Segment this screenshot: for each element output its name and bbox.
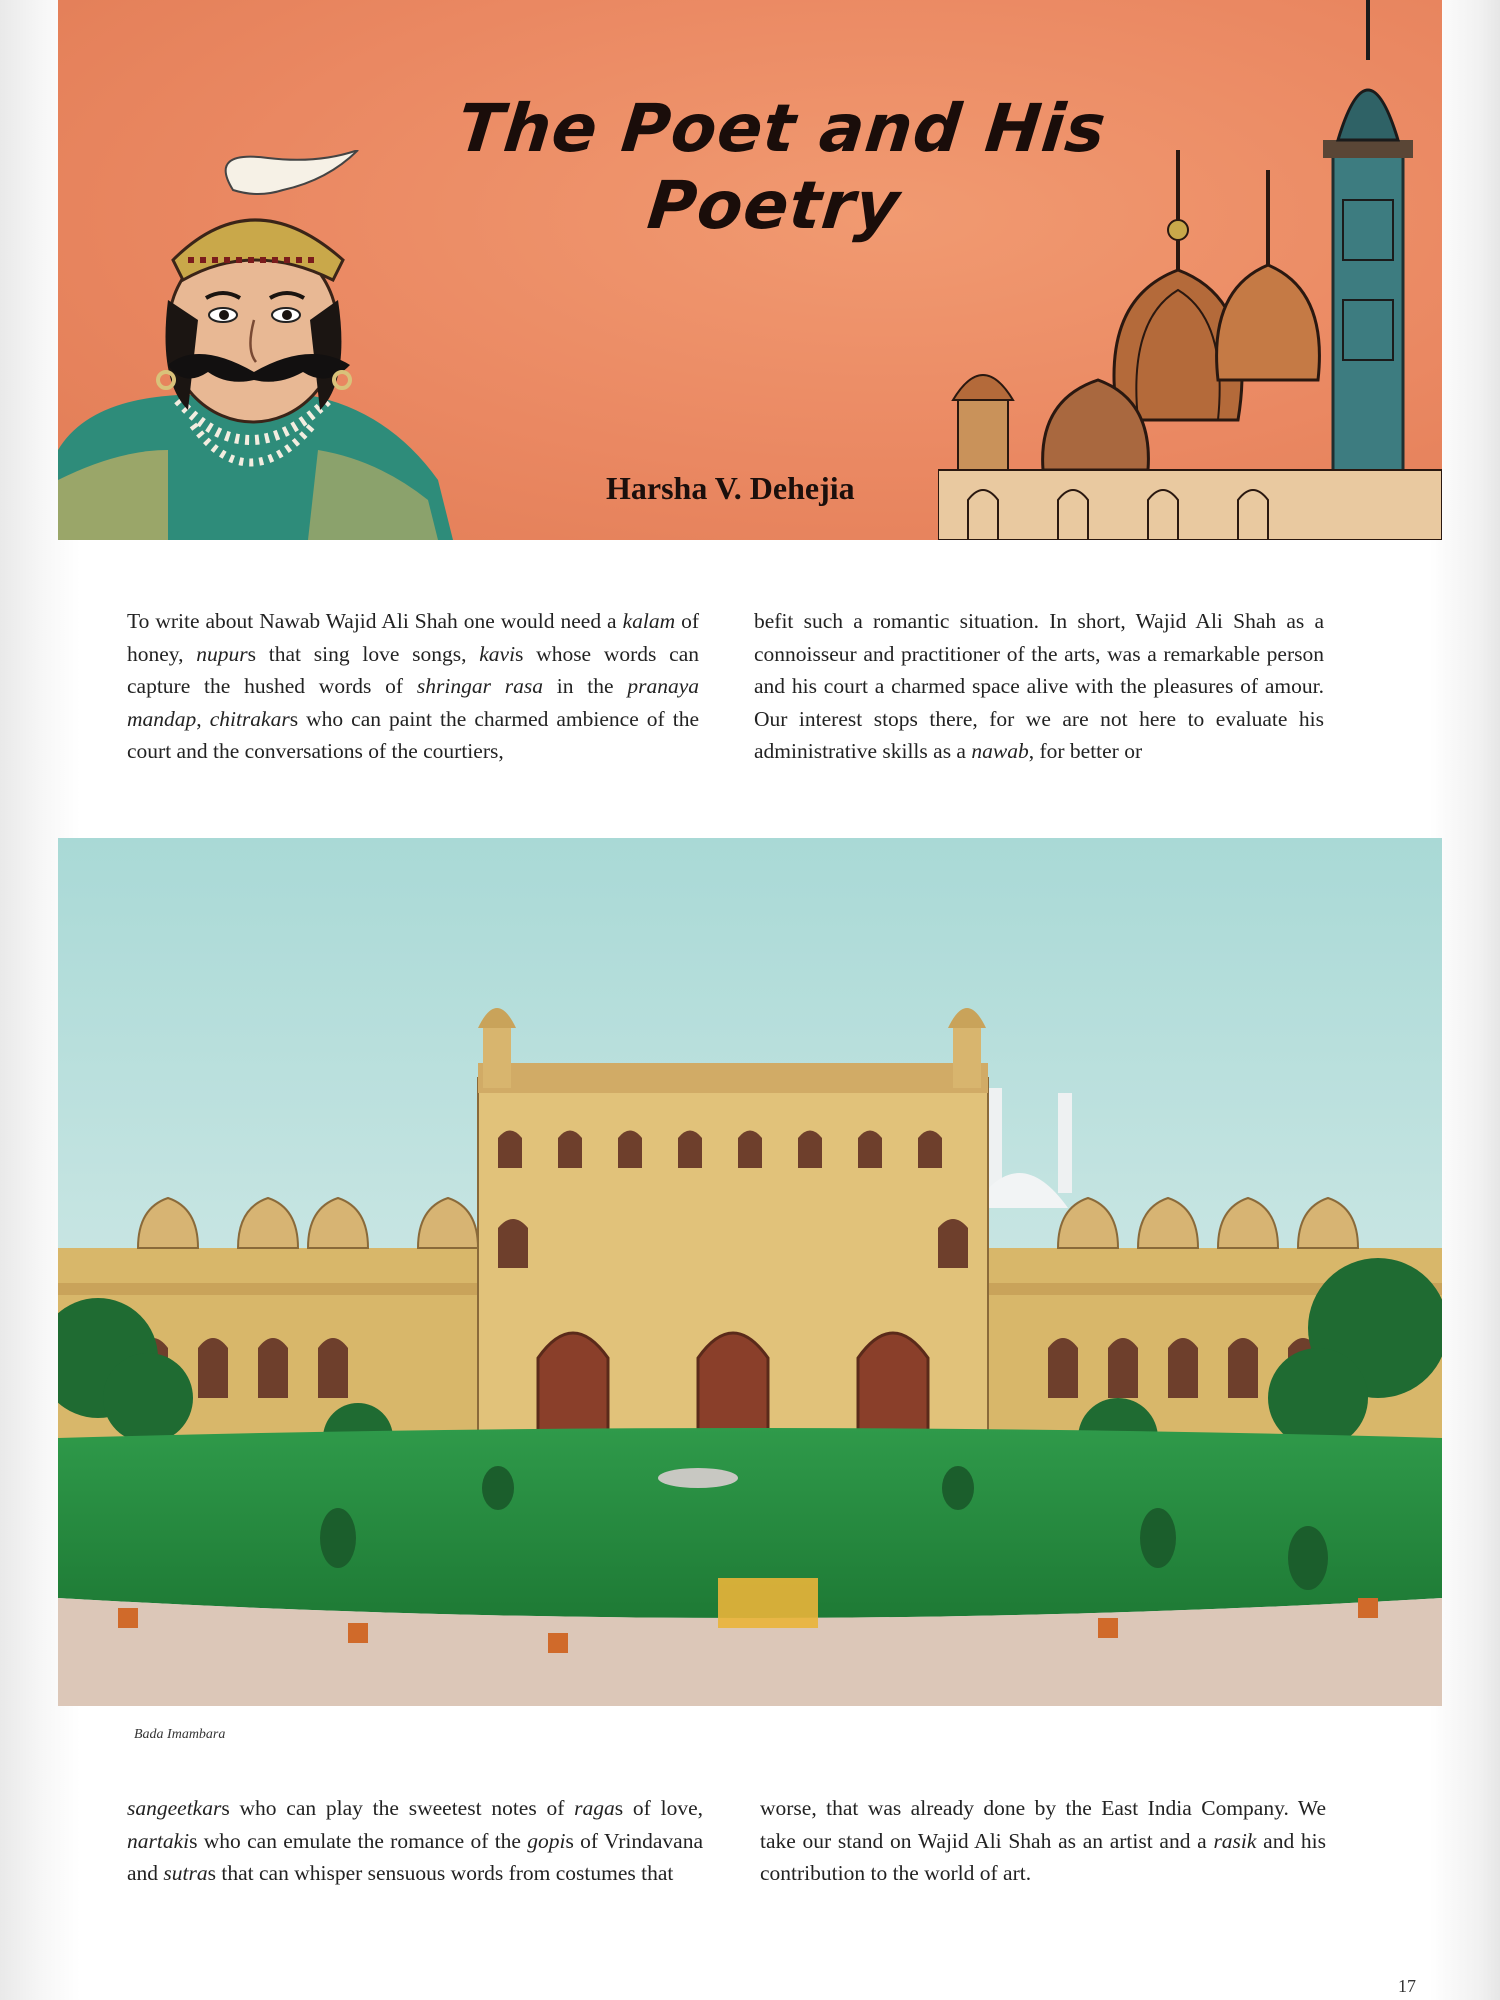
page-number: 17: [1398, 1976, 1416, 1996]
photo-caption: Bada Imambara: [134, 1727, 226, 1742]
italic-term: pranaya mandap: [127, 674, 699, 731]
italic-term: sangeetkar: [127, 1796, 222, 1820]
italic-term: nupur: [196, 641, 248, 666]
text-run: and his contribution to the world of art.: [760, 1828, 1327, 1885]
body-text-column-4: [760, 1792, 1326, 1890]
author-name: Harsha V. Dehejia: [606, 470, 855, 506]
text-run: To write about Nawab Wajid Ali Shah one would need a: [127, 609, 623, 633]
text-run: s who can play the sweetest notes of: [221, 1796, 575, 1820]
text-run: s that can whisper sensuous words from costumes that: [207, 1861, 674, 1885]
article-title: The Poet and His Poetry: [454, 90, 1110, 244]
text-run: , for better or: [1028, 739, 1143, 763]
bada-imambara-photo: [58, 838, 1442, 1706]
italic-term: nawab: [971, 739, 1029, 763]
text-run: in the: [542, 674, 628, 698]
text-run: befit such a romantic situation. In short, Wajid Ali Shah as a connoisseur and practitioner of the arts, was a remarkable person and his court a charmed space alive with the pleasures of amour. Our interest stops there, for we are not here to evaluate his administrative skills as a: [754, 609, 1324, 763]
header-banner: [58, 0, 1442, 540]
text-run: s who can paint the charmed ambience of the court and the conversations of the courtiers,: [127, 706, 699, 763]
body-text-column-3: [127, 1792, 703, 1890]
text-run: s of Vrindavana and: [127, 1828, 703, 1885]
italic-term: rasik: [1213, 1828, 1257, 1853]
palace-domes-illustration: [938, 0, 1442, 540]
italic-term: raga: [574, 1796, 615, 1820]
italic-term: kalam: [622, 609, 676, 633]
italic-term: kavi: [479, 641, 516, 666]
text-run: ,: [196, 706, 210, 731]
text-run: s that sing love songs,: [247, 641, 480, 666]
body-text-column-2: [754, 605, 1324, 768]
text-run: s who can emulate the romance of the: [189, 1828, 528, 1853]
italic-term: chitrakar: [209, 706, 290, 731]
text-run: s whose words can capture the hushed words of: [127, 641, 699, 698]
text-run: s of love,: [614, 1796, 704, 1820]
body-text-column-1: [127, 605, 699, 768]
italic-term: sutra: [163, 1861, 208, 1885]
italic-term: nartaki: [127, 1828, 190, 1853]
text-run: worse, that was already done by the East India Company. We take our stand on Wajid Ali Shah as an artist and a: [760, 1796, 1326, 1853]
italic-term: gopi: [527, 1828, 566, 1853]
italic-term: shringar rasa: [416, 674, 543, 698]
text-run: of honey,: [127, 609, 699, 666]
